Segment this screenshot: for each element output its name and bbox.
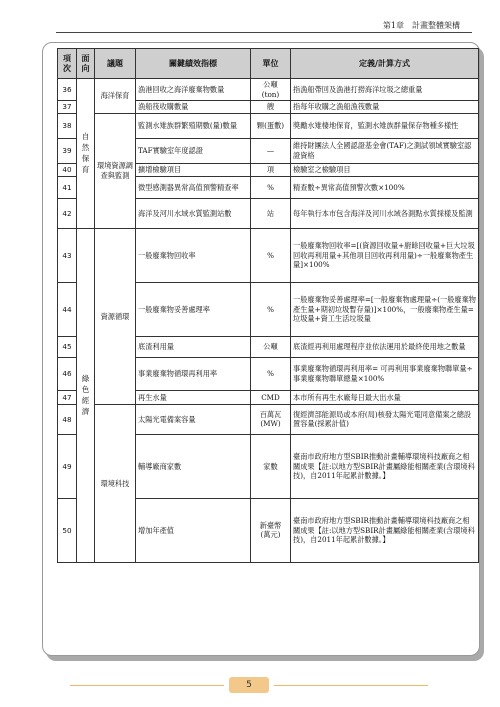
kpi-cell: 事業廢棄物循環再利用率	[136, 357, 251, 390]
row-number: 39	[58, 139, 77, 164]
definition-cell: 檢驗室之檢驗項目	[291, 164, 479, 177]
row-number: 50	[58, 498, 77, 562]
kpi-table	[57, 48, 479, 563]
row-number: 38	[58, 114, 77, 139]
row-number: 46	[58, 357, 77, 390]
kpi-cell: 再生水量	[136, 390, 251, 404]
definition-cell: 維持財團法人全國認證基金會(TAF)之測試領域實驗室認證資格	[291, 139, 479, 164]
definition-cell: 精查數÷異常高值預警次數×100%	[291, 176, 479, 198]
kpi-cell: 一般廢棄物回收率	[136, 228, 251, 282]
unit-cell: %	[251, 357, 291, 390]
header-rule	[56, 32, 472, 33]
footer-rule-left	[70, 685, 224, 686]
row-number: 41	[58, 176, 77, 198]
row-number: 49	[58, 434, 77, 498]
row-number: 42	[58, 198, 77, 228]
page-header: 第1章 計畫整體架構	[382, 21, 460, 30]
unit-label: 公噸 (ton)	[261, 80, 280, 99]
unit-cell: %	[251, 282, 291, 336]
row-number: 44	[58, 282, 77, 336]
col-header-definition: 定義/計算方式	[291, 49, 479, 79]
col-header-unit: 單位	[251, 49, 291, 79]
row-number: 43	[58, 228, 77, 282]
kpi-cell: TAF實驗室年度認證	[136, 139, 251, 164]
aspect-cell	[77, 79, 95, 229]
unit-cell: 公噸	[251, 336, 291, 357]
col-header-kpi: 關鍵績效指標	[136, 49, 251, 79]
kpi-cell: 微型感測器異常高值預警精查率	[136, 176, 251, 198]
table-row	[58, 404, 479, 434]
unit-label: 百萬瓦 (MW)	[259, 409, 282, 429]
kpi-cell: 輔導廠商家數	[136, 434, 251, 498]
footer-rule-right	[274, 685, 428, 686]
table-header-row	[58, 49, 479, 79]
kpi-cell: 監測水雉族群繁殖期數(量)數量	[136, 114, 251, 139]
definition-cell: 復經濟部能源局或本府(局)核發太陽光電同意備案之總設置容量(採累計值)	[291, 404, 479, 434]
issue-cell: 環境科技	[95, 404, 136, 562]
row-number: 47	[58, 390, 77, 404]
definition-cell: 臺南市政府地方型SBIR推動計畫輔導環境科技廠商之相關成果【註:以地方型SBIR計畫屬綠能相關產業(含環境科技)，自2011年起累計數據。】	[291, 434, 479, 498]
unit-cell: 站	[251, 198, 291, 228]
table-row	[58, 228, 479, 282]
kpi-cell: 擴增檢驗項目	[136, 164, 251, 177]
definition-cell: 每年執行本市包含海洋及河川水域各測點水質採樣及監測	[291, 198, 479, 228]
unit-cell	[251, 404, 291, 434]
col-header-no: 項次	[58, 49, 77, 79]
table-row	[58, 79, 479, 101]
definition-cell: 本市所有再生水廠每日最大出水量	[291, 390, 479, 404]
kpi-cell: 漁船筏收購數量	[136, 101, 251, 114]
issue-cell: 海洋保育	[95, 79, 136, 114]
definition-cell: 一般廢棄物回收率=[(資源回收量+廚餘回收量+巨大垃圾回收再利用量+其他項目回收再利用量)÷一般廢棄物產生量]×100%	[291, 228, 479, 282]
page-number-badge: 5	[229, 677, 269, 693]
kpi-cell: 一般廢棄物妥善處理率	[136, 282, 251, 336]
unit-cell: 顆(蛋數)	[251, 114, 291, 139]
unit-cell: %	[251, 228, 291, 282]
definition-cell: 獎勵水雉棲地保育，監測水雉族群量保存物種多樣性	[291, 114, 479, 139]
col-header-issue: 議題	[95, 49, 136, 79]
definition-cell: 底渣經再利用處理程序並依法運用於最終使用地之數量	[291, 336, 479, 357]
issue-cell: 資源循環	[95, 228, 136, 404]
unit-cell: 項	[251, 164, 291, 177]
aspect-cell	[77, 228, 95, 562]
row-number: 48	[58, 404, 77, 434]
row-number: 45	[58, 336, 77, 357]
kpi-cell: 漁港回收之海洋廢棄物數量	[136, 79, 251, 101]
table-row	[58, 114, 479, 139]
unit-cell	[251, 79, 291, 101]
row-number: 36	[58, 79, 77, 101]
unit-cell: CMD	[251, 390, 291, 404]
unit-label: 新臺幣 (萬元)	[259, 520, 282, 540]
unit-cell: —	[251, 139, 291, 164]
row-number: 40	[58, 164, 77, 177]
definition-cell: 指每年收購之漁船漁筏數量	[291, 101, 479, 114]
unit-cell	[251, 498, 291, 562]
definition-cell: 指漁船帶回及漁港打撈海洋垃圾之總重量	[291, 79, 479, 101]
aspect-label: 綠色經濟	[81, 374, 90, 417]
kpi-cell: 海洋及河川水域水質監測站數	[136, 198, 251, 228]
row-number: 37	[58, 101, 77, 114]
definition-cell: 臺南市政府地方型SBIR推動計畫輔導環境科技廠商之相關成果【註:以地方型SBIR計畫屬綠能相關產業(含環境科技)，自2011年起累計數據。】	[291, 498, 479, 562]
aspect-label: 自然保育	[81, 132, 90, 175]
kpi-cell: 太陽光電備案容量	[136, 404, 251, 434]
kpi-cell: 增加年產值	[136, 498, 251, 562]
kpi-cell: 底渣利用量	[136, 336, 251, 357]
definition-cell: 事業廢棄物循環再利用率= 可再利用事業廢棄物聯單量÷事業廢棄物聯單總量×100%	[291, 357, 479, 390]
unit-cell: %	[251, 176, 291, 198]
col-header-aspect: 面向	[77, 49, 95, 79]
definition-cell: 一般廢棄物妥善處理率=[一般廢棄物處理量÷(一般廢棄物產生量+期初垃圾暫存量)]×100%，一般廢棄物產生量=垃圾量+資工生活垃圾量	[291, 282, 479, 336]
issue-cell: 環境資源調查與監測	[95, 114, 136, 229]
unit-cell: 家數	[251, 434, 291, 498]
unit-cell: 艘	[251, 101, 291, 114]
